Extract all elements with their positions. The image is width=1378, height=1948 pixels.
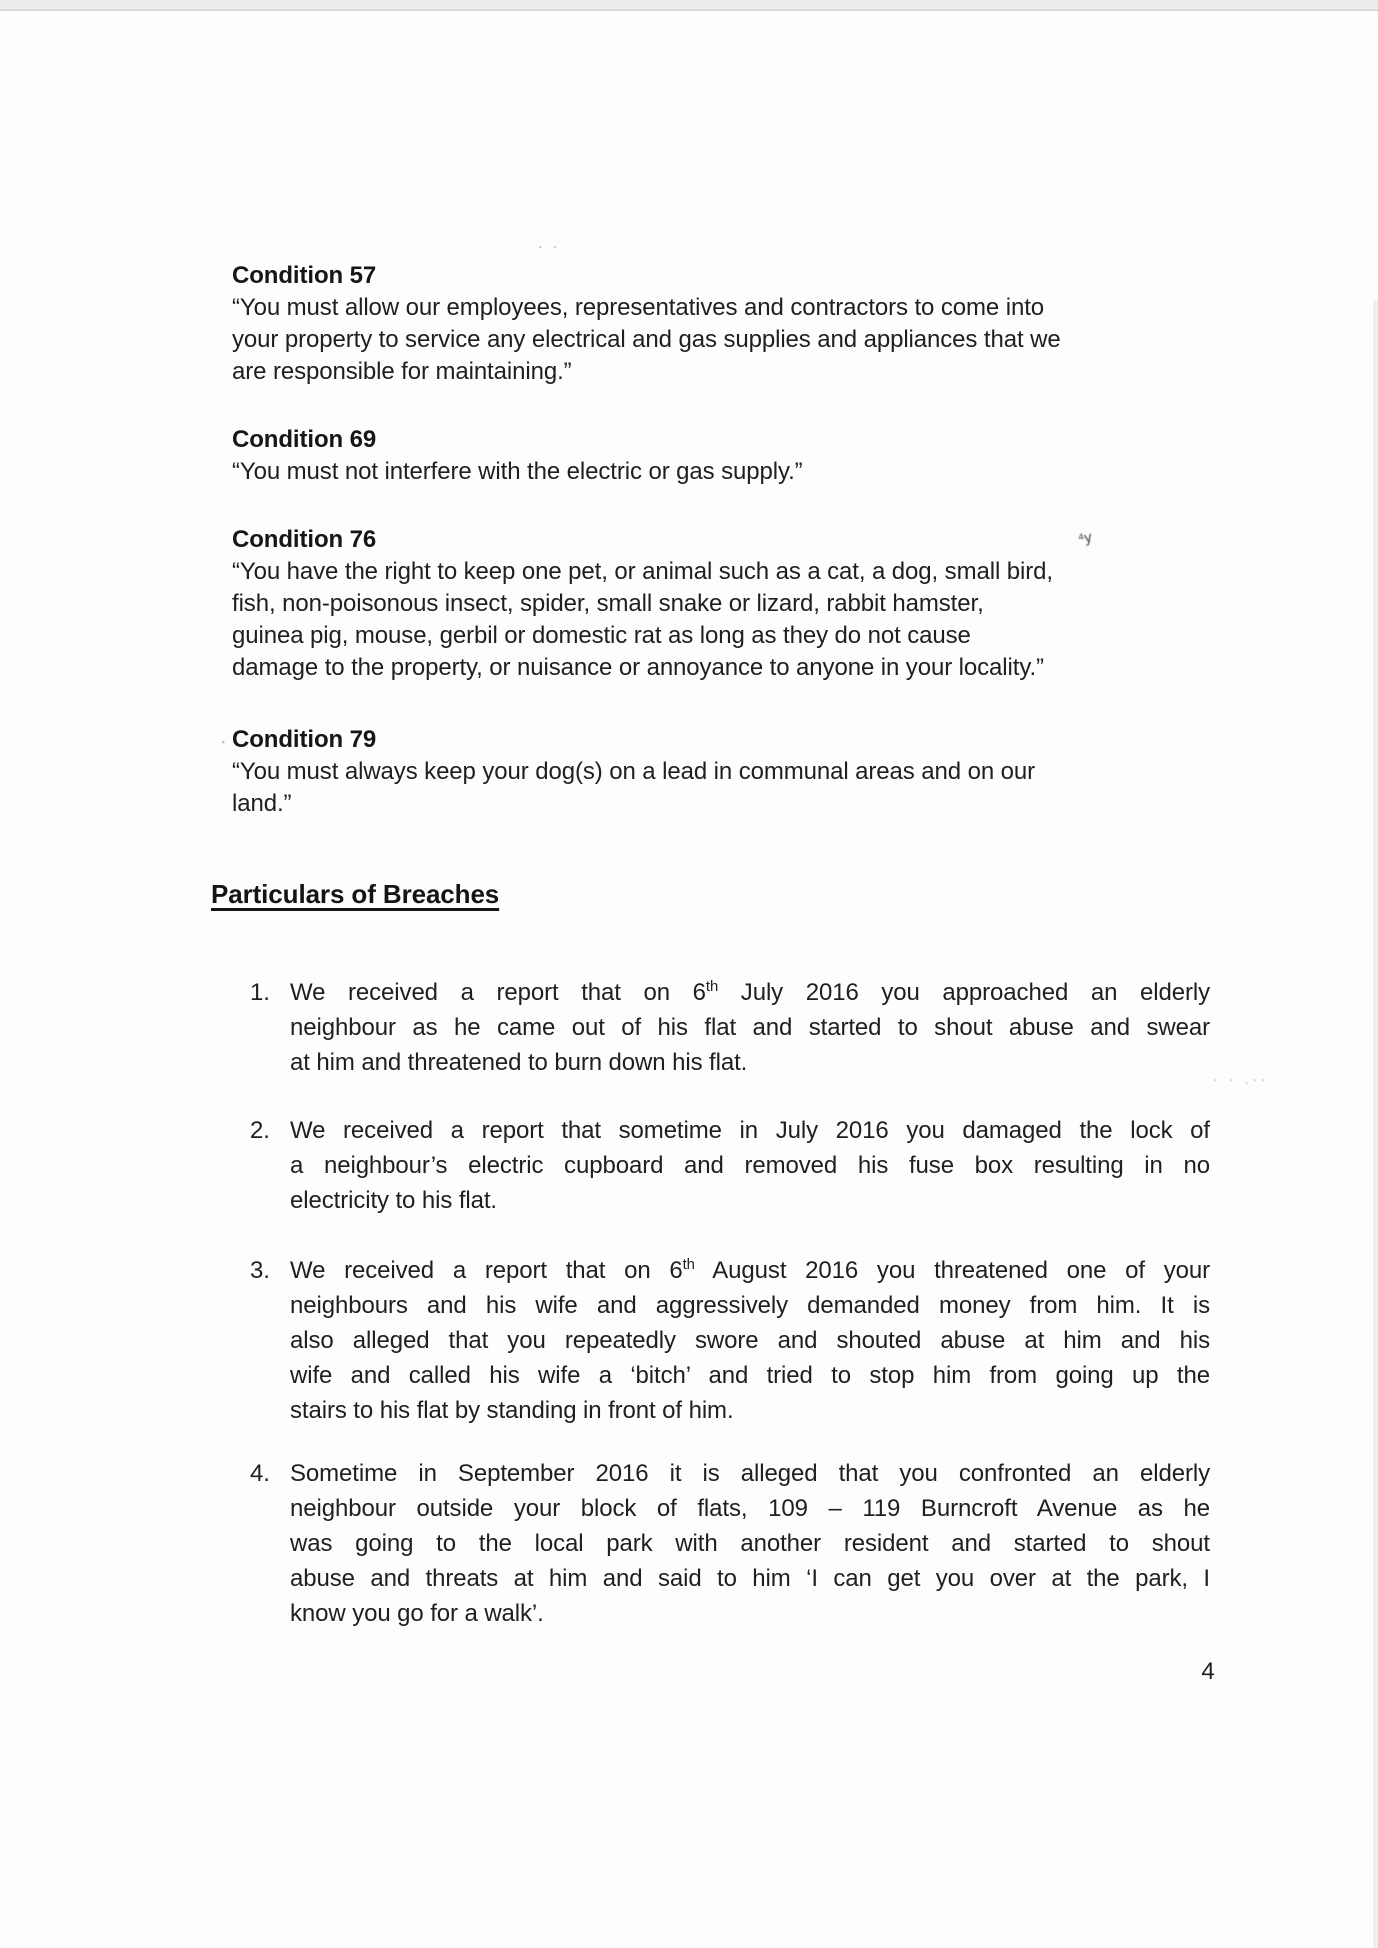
condition-title: Condition 76: [232, 526, 377, 553]
condition-block: [232, 424, 1217, 488]
condition-text-line: guinea pig, mouse, gerbil or domestic rat as long as they do not cause: [232, 622, 971, 649]
condition-text-line: “You must not interfere with the electric or gas supply.”: [232, 458, 803, 485]
breach-text-line: neighbour as he came out of his flat and started to shout abuse and swear: [290, 1014, 1210, 1041]
breach-text-line: stairs to his flat by standing in front of him.: [290, 1397, 734, 1424]
breach-text: [290, 1113, 1210, 1218]
breach-text-line: neighbour outside your block of flats, 109 – 119 Burncroft Avenue as he: [290, 1495, 1210, 1522]
condition-text-line: “You have the right to keep one pet, or animal such as a cat, a dog, small bird,: [232, 558, 1053, 585]
ordinal-superscript: th: [682, 1257, 695, 1273]
scan-top-edge: [0, 0, 1378, 11]
breach-number: 4.: [250, 1460, 270, 1487]
breach-number: 2.: [250, 1117, 270, 1144]
condition-block: [232, 724, 1217, 820]
condition-text-line: your property to service any electrical and gas supplies and appliances that we: [232, 326, 1061, 353]
breach-item: [250, 1253, 1210, 1428]
breach-text: [290, 1253, 1210, 1428]
particulars-of-breaches-heading: Particulars of Breaches: [211, 879, 500, 909]
condition-block: [232, 260, 1217, 388]
condition-text-line: fish, non-poisonous insect, spider, small snake or lizard, rabbit hamster,: [232, 590, 984, 617]
ink-smudge-artifact: ⁴y: [1076, 528, 1094, 549]
breach-number: 1.: [250, 979, 270, 1006]
scan-speckle-artifact: · · .··: [1213, 1072, 1270, 1087]
scan-speckle-artifact: .: [221, 730, 226, 747]
breach-item: [250, 1456, 1210, 1631]
condition-text-line: damage to the property, or nuisance or annoyance to anyone in your locality.”: [232, 654, 1044, 681]
breach-text-line: [290, 975, 1210, 1010]
page-number: 4: [1201, 1658, 1215, 1685]
condition-title: Condition 69: [232, 426, 377, 453]
breach-number: 3.: [250, 1257, 270, 1284]
breach-text-line: was going to the local park with another resident and started to shout: [290, 1530, 1210, 1557]
text-segment: We received a report that on 6: [290, 979, 706, 1006]
condition-text-line: land.”: [232, 790, 292, 817]
condition-block: [232, 524, 1217, 684]
breach-text-line: [290, 1253, 1210, 1288]
condition-text-line: “You must allow our employees, representatives and contractors to come into: [232, 294, 1045, 321]
breach-item: [250, 975, 1210, 1080]
breach-text: [290, 975, 1210, 1080]
breach-text: [290, 1456, 1210, 1631]
breach-text-line: We received a report that sometime in July 2016 you damaged the lock of: [290, 1117, 1210, 1144]
condition-title: Condition 79: [232, 726, 377, 753]
breach-text-line: wife and called his wife a ‘bitch’ and tried to stop him from going up the: [290, 1362, 1210, 1389]
breach-text-line: abuse and threats at him and said to him ‘I can get you over at the park, I: [290, 1565, 1210, 1592]
breach-text-line: at him and threatened to burn down his flat.: [290, 1049, 748, 1076]
text-segment: We received a report that on 6: [290, 1257, 683, 1284]
scan-speckle-artifact: · ·: [538, 238, 561, 254]
scan-right-edge: [1373, 300, 1378, 1948]
breach-text-line: electricity to his flat.: [290, 1187, 498, 1214]
ordinal-superscript: th: [705, 979, 719, 995]
breach-item: [250, 1113, 1210, 1218]
breach-text-line: know you go for a walk’.: [290, 1600, 544, 1627]
text-segment: July 2016 you approached an elderly: [718, 979, 1210, 1006]
breach-text-line: a neighbour’s electric cupboard and removed his fuse box resulting in no: [290, 1152, 1210, 1179]
condition-text-line: “You must always keep your dog(s) on a lead in communal areas and on our: [232, 758, 1036, 785]
condition-text-line: are responsible for maintaining.”: [232, 358, 572, 385]
breach-text-line: neighbours and his wife and aggressively demanded money from him. It is: [290, 1292, 1210, 1319]
text-segment: August 2016 you threatened one of your: [694, 1257, 1210, 1284]
breach-text-line: Sometime in September 2016 it is alleged that you confronted an elderly: [290, 1460, 1210, 1487]
breach-text-line: also alleged that you repeatedly swore and shouted abuse at him and his: [290, 1327, 1210, 1354]
condition-title: Condition 57: [232, 262, 377, 289]
